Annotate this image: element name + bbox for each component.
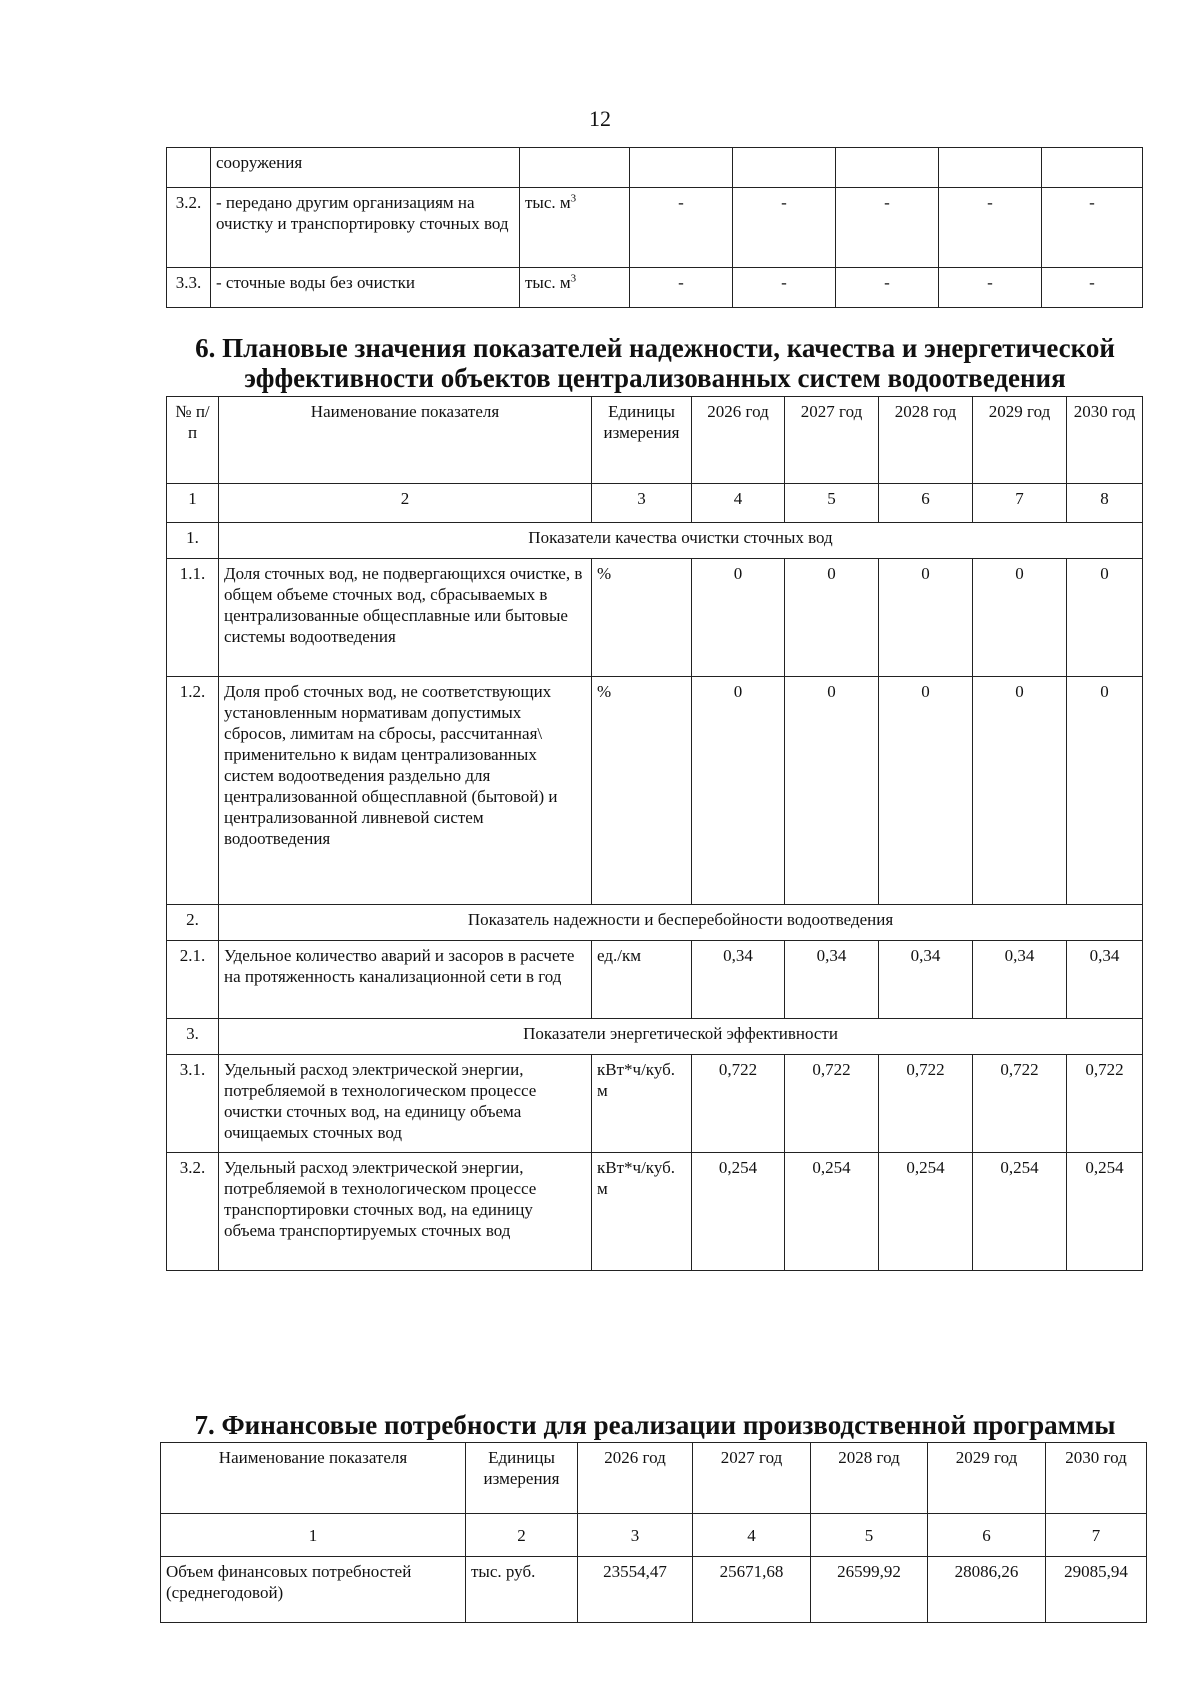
financial-needs-table	[160, 1442, 1147, 1623]
row-value: 0,34	[879, 941, 973, 1019]
row-value: -	[836, 188, 939, 268]
row-num: 3.3.	[167, 268, 211, 308]
row-value: 0,34	[973, 941, 1067, 1019]
reliability-indicators-table	[166, 396, 1143, 1271]
header-year-2030: 2030 год	[1067, 397, 1143, 484]
row-unit	[520, 268, 630, 308]
row-name: Удельный расход электрической энергии, потребляемой в технологическом процессе транспортировки сточных вод, на единицу объема транспортируемых сточных вод	[219, 1153, 592, 1271]
row-name: Объем финансовых потребностей (среднегодовой)	[161, 1557, 466, 1623]
row-value: 0	[879, 559, 973, 677]
row-value: 0	[973, 559, 1067, 677]
row-value: 29085,94	[1046, 1557, 1147, 1623]
row-unit	[520, 188, 630, 268]
row-value: 0	[879, 677, 973, 905]
row-unit: тыс. руб.	[466, 1557, 578, 1623]
row-num: 1.2.	[167, 677, 219, 905]
row-name: Доля проб сточных вод, не соответствующих установленным нормативам допустимых сбросов, лимитам на сбросы, рассчитанная\ применительно к видам централизованных систем водоотведения раздельно для централизованной общесплавной (бытовой) и централизованной ливневой систем водоотведения	[219, 677, 592, 905]
row-value: 0,722	[879, 1055, 973, 1153]
row-value: -	[630, 188, 733, 268]
row-value: 0	[692, 677, 785, 905]
row-name: Удельный расход электрической энергии, потребляемой в технологическом процессе очистки сточных вод, на единицу объема очищаемых сточных вод	[219, 1055, 592, 1153]
row-value: 0	[785, 677, 879, 905]
group-num: 3.	[167, 1019, 219, 1055]
row-value: -	[1042, 268, 1143, 308]
row-value: -	[836, 268, 939, 308]
row-num: 3.1.	[167, 1055, 219, 1153]
header-year-2028: 2028 год	[879, 397, 973, 484]
header-unit: Единицы измерения	[466, 1443, 578, 1514]
row-unit: %	[592, 677, 692, 905]
unit-text: тыс. м	[525, 273, 571, 292]
table-row	[167, 1153, 1143, 1271]
row-name: - сточные воды без очистки	[211, 268, 520, 308]
table-row	[167, 1055, 1143, 1153]
column-number: 2	[219, 484, 592, 523]
row-value: 0,34	[1067, 941, 1143, 1019]
table-row	[161, 1557, 1147, 1623]
group-num: 1.	[167, 523, 219, 559]
column-number: 7	[1046, 1514, 1147, 1557]
table-row	[167, 559, 1143, 677]
row-value: -	[733, 188, 836, 268]
header-year-2026: 2026 год	[692, 397, 785, 484]
row-value: 0,254	[1067, 1153, 1143, 1271]
group-num: 2.	[167, 905, 219, 941]
header-year-2026: 2026 год	[578, 1443, 693, 1514]
row-value	[733, 148, 836, 188]
row-value: 28086,26	[928, 1557, 1046, 1623]
column-number: 3	[578, 1514, 693, 1557]
table-header-row	[167, 397, 1143, 484]
table-row	[167, 941, 1143, 1019]
row-num: 3.2.	[167, 188, 211, 268]
row-value	[630, 148, 733, 188]
group-title: Показатели качества очистки сточных вод	[219, 523, 1143, 559]
column-number: 4	[692, 484, 785, 523]
header-year-2028: 2028 год	[811, 1443, 928, 1514]
column-number: 1	[161, 1514, 466, 1557]
row-unit: ед./км	[592, 941, 692, 1019]
header-year-2030: 2030 год	[1046, 1443, 1147, 1514]
table-row	[167, 677, 1143, 905]
group-row	[167, 523, 1143, 559]
column-number: 2	[466, 1514, 578, 1557]
row-unit: %	[592, 559, 692, 677]
row-num: 3.2.	[167, 1153, 219, 1271]
column-number: 6	[928, 1514, 1046, 1557]
row-unit	[520, 148, 630, 188]
row-value: 0	[785, 559, 879, 677]
row-value: -	[939, 188, 1042, 268]
row-value	[1042, 148, 1143, 188]
header-year-2027: 2027 год	[785, 397, 879, 484]
header-year-2029: 2029 год	[973, 397, 1067, 484]
group-title: Показатель надежности и бесперебойности водоотведения	[219, 905, 1143, 941]
unit-text: тыс. м	[525, 193, 571, 212]
table-row	[167, 188, 1143, 268]
section6-title: 6. Плановые значения показателей надежности, качества и энергетической эффективности объектов централизованных систем водоотведения	[195, 333, 1115, 393]
row-num: 1.1.	[167, 559, 219, 677]
row-name: сооружения	[211, 148, 520, 188]
header-name: Наименование показателя	[219, 397, 592, 484]
row-num	[167, 148, 211, 188]
header-num: № п/п	[167, 397, 219, 484]
column-number: 5	[785, 484, 879, 523]
row-value: 23554,47	[578, 1557, 693, 1623]
row-value: 0,722	[1067, 1055, 1143, 1153]
row-unit: кВт*ч/куб. м	[592, 1153, 692, 1271]
table-row	[167, 148, 1143, 188]
unit-superscript: 3	[570, 192, 577, 205]
group-row	[167, 905, 1143, 941]
column-number: 5	[811, 1514, 928, 1557]
column-number: 6	[879, 484, 973, 523]
group-row	[167, 1019, 1143, 1055]
row-name: Доля сточных вод, не подвергающихся очистке, в общем объеме сточных вод, сбрасываемых в централизованные общесплавные или бытовые системы водоотведения	[219, 559, 592, 677]
column-number-row	[167, 484, 1143, 523]
row-name: - передано другим организациям на очистку и транспортировку сточных вод	[211, 188, 520, 268]
row-value: 0,722	[692, 1055, 785, 1153]
row-value: -	[630, 268, 733, 308]
row-value: -	[1042, 188, 1143, 268]
row-num: 2.1.	[167, 941, 219, 1019]
row-value: 0,34	[692, 941, 785, 1019]
column-number: 8	[1067, 484, 1143, 523]
row-value: 0,254	[879, 1153, 973, 1271]
row-value: 0,34	[785, 941, 879, 1019]
header-name: Наименование показателя	[161, 1443, 466, 1514]
group-title: Показатели энергетической эффективности	[219, 1019, 1143, 1055]
table-header-row	[161, 1443, 1147, 1514]
row-value: 0,254	[785, 1153, 879, 1271]
row-value: -	[733, 268, 836, 308]
header-unit: Единицы измерения	[592, 397, 692, 484]
row-unit: кВт*ч/куб. м	[592, 1055, 692, 1153]
row-value: 0,722	[785, 1055, 879, 1153]
row-name: Удельное количество аварий и засоров в расчете на протяженность канализационной сети в год	[219, 941, 592, 1019]
row-value: -	[939, 268, 1042, 308]
row-value: 0,254	[973, 1153, 1067, 1271]
column-number: 1	[167, 484, 219, 523]
column-number: 3	[592, 484, 692, 523]
row-value: 0	[1067, 559, 1143, 677]
page-number: 12	[589, 106, 611, 131]
column-number-row	[161, 1514, 1147, 1557]
header-year-2029: 2029 год	[928, 1443, 1046, 1514]
column-number: 7	[973, 484, 1067, 523]
section7-title: 7. Финансовые потребности для реализации производственной программы	[194, 1410, 1116, 1440]
row-value: 0,722	[973, 1055, 1067, 1153]
row-value	[939, 148, 1042, 188]
row-value: 25671,68	[693, 1557, 811, 1623]
row-value: 0	[1067, 677, 1143, 905]
row-value: 0	[973, 677, 1067, 905]
unit-superscript: 3	[570, 272, 577, 285]
row-value: 0,254	[692, 1153, 785, 1271]
row-value: 26599,92	[811, 1557, 928, 1623]
row-value: 0	[692, 559, 785, 677]
header-year-2027: 2027 год	[693, 1443, 811, 1514]
continuation-table	[166, 147, 1143, 308]
column-number: 4	[693, 1514, 811, 1557]
row-value	[836, 148, 939, 188]
table-row	[167, 268, 1143, 308]
